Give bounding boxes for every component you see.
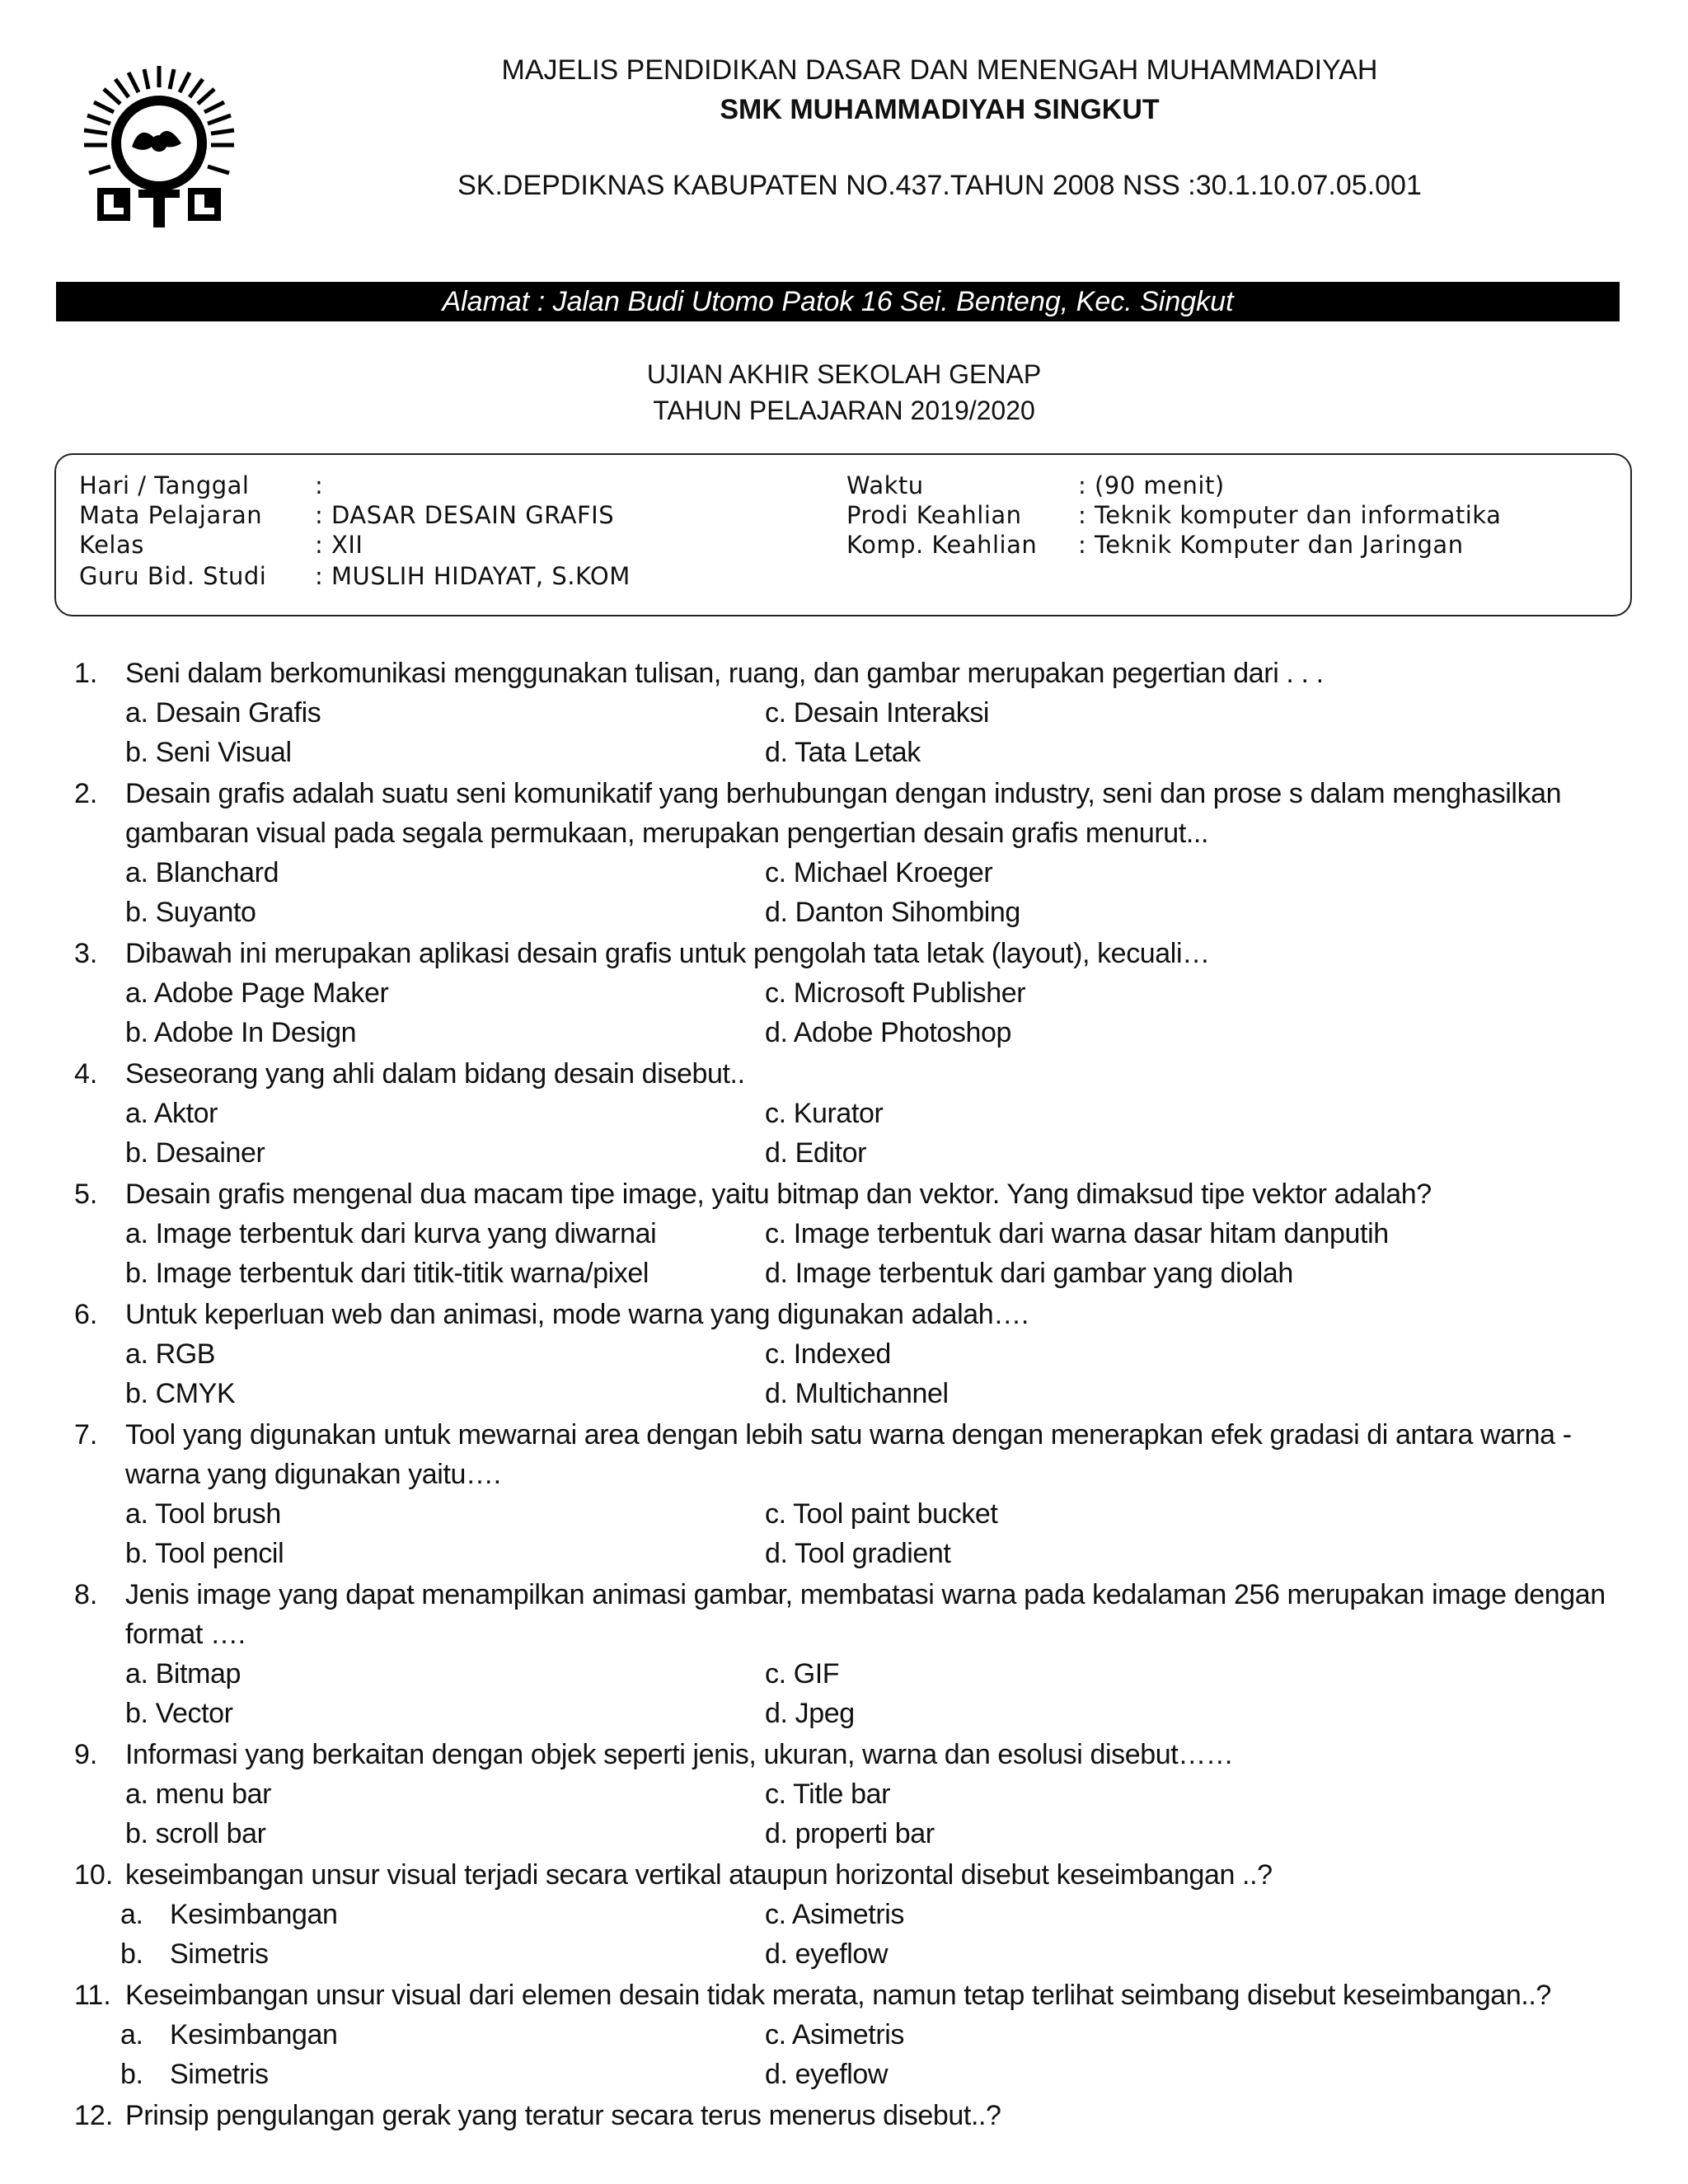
question-number: 8. — [74, 1579, 98, 1610]
option-c: c. Image terbentuk dari warna dasar hitam danputih — [765, 1218, 1389, 1249]
option-c: c. Kurator — [765, 1098, 884, 1129]
option-d: d. Tool gradient — [765, 1538, 951, 1569]
question-number: 6. — [74, 1299, 98, 1330]
question-number: 9. — [74, 1739, 98, 1770]
option-a: a. Desain Grafis — [125, 697, 321, 729]
option-d: d. properti bar — [765, 1818, 935, 1849]
mapel-label: Mata Pelajaran — [79, 501, 263, 529]
question-text: Dibawah ini merupakan aplikasi desain grafis untuk pengolah tata letak (layout), kecuali… — [125, 938, 1210, 969]
option-d: d. eyeflow — [765, 2059, 889, 2090]
address-bar: Alamat : Jalan Budi Utomo Patok 16 Sei. Benteng, Kec. Singkut — [56, 282, 1620, 321]
option-a: a. Blanchard — [125, 857, 279, 888]
option-d: d. Adobe Photoshop — [765, 1017, 1012, 1048]
exam-year: TAHUN PELAJARAN 2019/2020 — [653, 396, 1035, 425]
option-b: b. Image terbentuk dari titik-titik warna/pixel — [125, 1258, 649, 1289]
option-d: d. eyeflow — [765, 1938, 889, 1970]
option-a: a. Image terbentuk dari kurva yang diwarnai — [125, 1218, 657, 1249]
question-number: 11. — [74, 1980, 111, 2011]
option-c: c. Microsoft Publisher — [765, 977, 1026, 1009]
prodi-label: Prodi Keahlian — [846, 501, 1022, 529]
option-a: a. Adobe Page Maker — [125, 977, 389, 1009]
option-b: b. Desainer — [125, 1137, 265, 1169]
option-a: a. RGB — [125, 1338, 216, 1370]
hari-label: Hari / Tanggal — [79, 471, 250, 499]
question-number: 7. — [74, 1419, 98, 1451]
question-number: 1. — [74, 658, 98, 689]
mapel-value: : DASAR DESAIN GRAFIS — [315, 501, 615, 529]
question-text: Keseimbangan unsur visual dari elemen desain tidak merata, namun tetap terlihat seimbang disebut keseimbangan..? — [125, 1980, 1551, 2011]
option-c: c. Michael Kroeger — [765, 857, 993, 888]
option-d: d. Image terbentuk dari gambar yang diolah — [765, 1258, 1293, 1289]
question-text: Desain grafis adalah suatu seni komunikatif yang berhubungan dengan industry, seni dan prose s dalam menghasilkan — [125, 778, 1562, 809]
question-text: Informasi yang berkaitan dengan objek seperti jenis, ukuran, warna dan esolusi disebut…… — [125, 1739, 1234, 1770]
option-b: Simetris — [170, 2059, 269, 2090]
waktu-label: Waktu — [846, 471, 924, 499]
option-c: c. Title bar — [765, 1779, 891, 1810]
option-d: d. Multichannel — [765, 1378, 949, 1409]
school-name: SMK MUHAMMADIYAH SINGKUT — [720, 94, 1160, 125]
question-text: Jenis image yang dapat menampilkan animasi gambar, membatasi warna pada kedalaman 256 merupakan image dengan — [125, 1579, 1606, 1610]
prodi-value: : Teknik komputer dan informatika — [1078, 501, 1502, 529]
muhammadiyah-logo — [81, 64, 237, 229]
question-text: Seni dalam berkomunikasi menggunakan tulisan, ruang, dan gambar merupakan pegertian dari . . . — [125, 658, 1324, 689]
option-d: d. Editor — [765, 1137, 867, 1169]
exam-title: UJIAN AKHIR SEKOLAH GENAP — [646, 359, 1042, 389]
option-c: c. Tool paint bucket — [765, 1498, 998, 1530]
option-b: b. Suyanto — [125, 897, 256, 928]
option-b: b. Tool pencil — [125, 1538, 284, 1569]
waktu-value: : (90 menit) — [1078, 471, 1225, 499]
question-text: Prinsip pengulangan gerak yang teratur secara terus menerus disebut..? — [125, 2100, 1001, 2131]
guru-value: : MUSLIH HIDAYAT, S.KOM — [315, 562, 631, 590]
option-b: b. Seni Visual — [125, 737, 292, 768]
option-b-marker: b. — [120, 1938, 143, 1970]
option-a: a. menu bar — [125, 1779, 272, 1810]
option-b: b. Adobe In Design — [125, 1017, 357, 1048]
option-a: a. Aktor — [125, 1098, 218, 1129]
option-a: Kesimbangan — [170, 1899, 338, 1930]
komp-value: : Teknik Komputer dan Jaringan — [1078, 531, 1464, 559]
question-text: keseimbangan unsur visual terjadi secara vertikal ataupun horizontal disebut keseimbangan ..? — [125, 1859, 1273, 1891]
option-c: c. Asimetris — [765, 1899, 905, 1930]
question-text: Untuk keperluan web dan animasi, mode warna yang digunakan adalah…. — [125, 1299, 1029, 1330]
question-text: Desain grafis mengenal dua macam tipe image, yaitu bitmap dan vektor. Yang dimaksud tipe vektor adalah? — [125, 1179, 1432, 1210]
question-number: 3. — [74, 938, 98, 969]
option-d: d. Danton Sihombing — [765, 897, 1020, 928]
question-text: warna yang digunakan yaitu…. — [125, 1459, 501, 1490]
option-a-marker: a. — [120, 1899, 143, 1930]
kelas-label: Kelas — [79, 531, 144, 559]
option-d: d. Tata Letak — [765, 737, 921, 768]
option-a-marker: a. — [120, 2019, 143, 2050]
question-number: 5. — [74, 1179, 98, 1210]
question-text: Tool yang digunakan untuk mewarnai area dengan lebih satu warna dengan menerapkan efek gradasi di antara warna - — [125, 1419, 1572, 1451]
guru-label: Guru Bid. Studi — [79, 562, 267, 590]
question-text: Seseorang yang ahli dalam bidang desain disebut.. — [125, 1058, 745, 1090]
hari-value: : — [315, 471, 324, 499]
question-number: 10. — [74, 1859, 114, 1891]
option-a: a. Tool brush — [125, 1498, 281, 1530]
option-d: d. Jpeg — [765, 1698, 855, 1729]
option-c: c. Indexed — [765, 1338, 891, 1370]
question-number: 4. — [74, 1058, 98, 1090]
option-c: c. Desain Interaksi — [765, 697, 990, 729]
registration-number: SK.DEPDIKNAS KABUPATEN NO.437.TAHUN 2008 NSS :30.1.10.07.05.001 — [457, 170, 1422, 201]
option-a: a. Bitmap — [125, 1658, 241, 1690]
question-text: format …. — [125, 1619, 246, 1650]
org-name: MAJELIS PENDIDIKAN DASAR DAN MENENGAH MUHAMMADIYAH — [501, 54, 1378, 86]
question-text: gambaran visual pada segala permukaan, merupakan pengertian desain grafis menurut... — [125, 818, 1208, 849]
question-number: 12. — [74, 2100, 114, 2131]
option-b: b. Vector — [125, 1698, 233, 1729]
komp-label: Komp. Keahlian — [846, 531, 1038, 559]
option-a: Kesimbangan — [170, 2019, 338, 2050]
option-b: Simetris — [170, 1938, 269, 1970]
option-c: c. GIF — [765, 1658, 840, 1690]
option-c: c. Asimetris — [765, 2019, 905, 2050]
kelas-value: : XII — [315, 531, 363, 559]
option-b: b. CMYK — [125, 1378, 236, 1409]
question-number: 2. — [74, 778, 98, 809]
option-b: b. scroll bar — [125, 1818, 266, 1849]
option-b-marker: b. — [120, 2059, 143, 2090]
